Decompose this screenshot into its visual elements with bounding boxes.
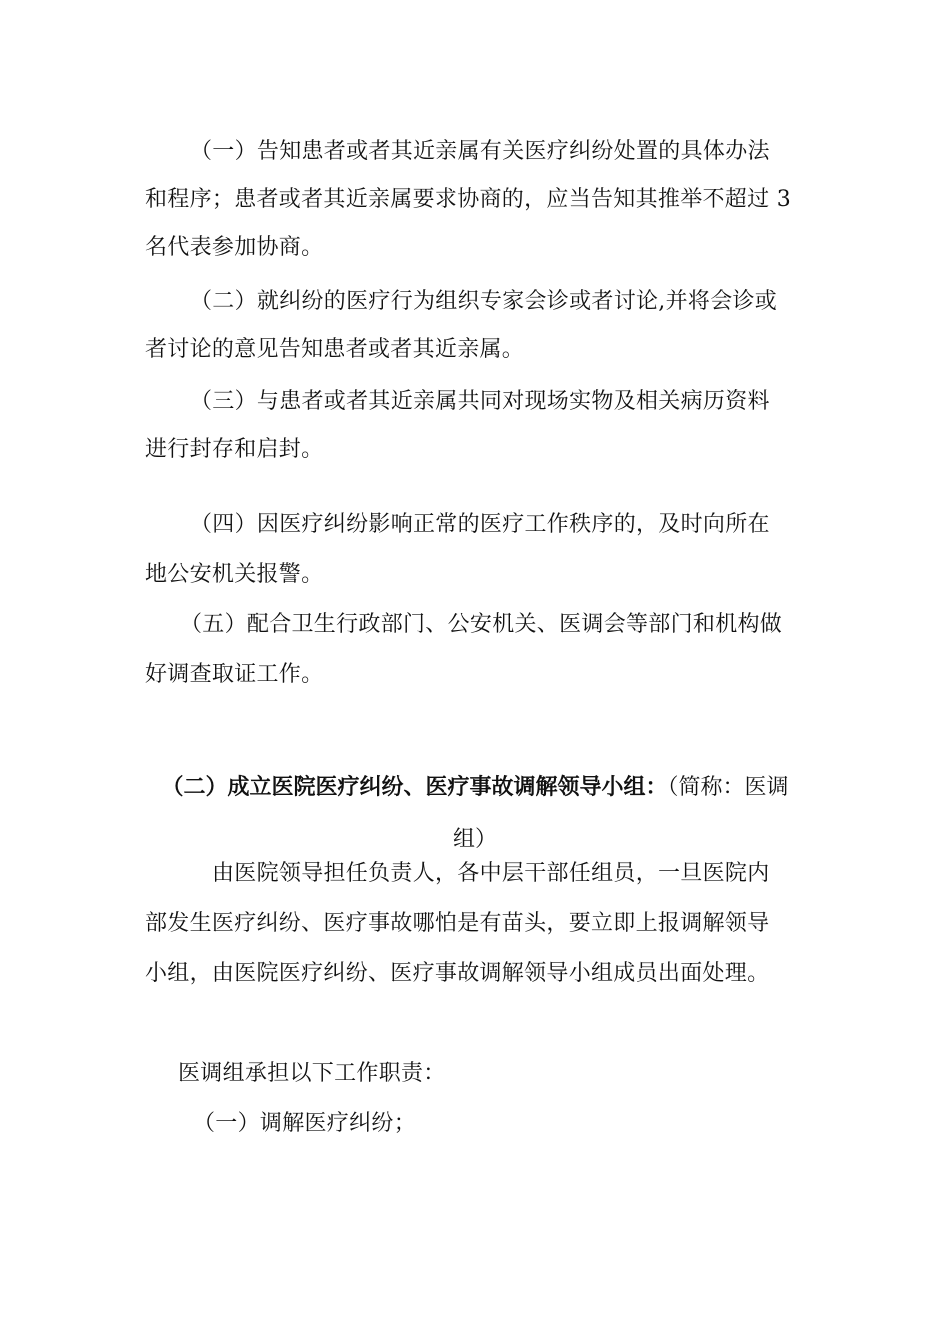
section-heading (145, 762, 805, 866)
section-heading-bold: （二）成立医院医疗纠纷、医疗事故调解领导小组： (161, 775, 668, 800)
section-heading-rest: （简称：医调组） (452, 775, 789, 852)
paragraph-1-line-1: （一）告知患者或者其近亲属有关医疗纠纷处置的具体办法 (190, 139, 770, 164)
paragraph-6-line-1: 由医院领导担任负责人，各中层干部任组员，一旦医院内 (212, 861, 770, 886)
paragraph-6-line-3: 小组，由医院医疗纠纷、医疗事故调解领导小组成员出面处理。 (145, 961, 770, 986)
duty-item-1: （一）调解医疗纠纷； (193, 1111, 417, 1136)
paragraph-3-line-2: 进行封存和启封。 (145, 437, 324, 462)
paragraph-5-line-1: （五）配合卫生行政部门、公安机关、医调会等部门和机构做 (180, 612, 783, 637)
paragraph-2-line-2: 者讨论的意见告知患者或者其近亲属。 (145, 337, 525, 362)
paragraph-6-line-2: 部发生医疗纠纷、医疗事故哪怕是有苗头，要立即上报调解领导 (145, 911, 770, 936)
paragraph-1-line-3: 名代表参加协商。 (145, 235, 324, 260)
paragraph-2-line-1: （二）就纠纷的医疗行为组织专家会诊或者讨论,并将会诊或 (190, 289, 778, 314)
paragraph-3-line-1: （三）与患者或者其近亲属共同对现场实物及相关病历资料 (190, 389, 770, 414)
duties-intro: 医调组承担以下工作职责： (178, 1061, 446, 1086)
paragraph-4-line-1: （四）因医疗纠纷影响正常的医疗工作秩序的，及时向所在 (190, 512, 770, 537)
paragraph-1-line-2: 和程序；患者或者其近亲属要求协商的，应当告知其推举不超过 3 (145, 187, 791, 212)
paragraph-5-line-2: 好调查取证工作。 (145, 662, 324, 687)
paragraph-4-line-2: 地公安机关报警。 (145, 562, 324, 587)
